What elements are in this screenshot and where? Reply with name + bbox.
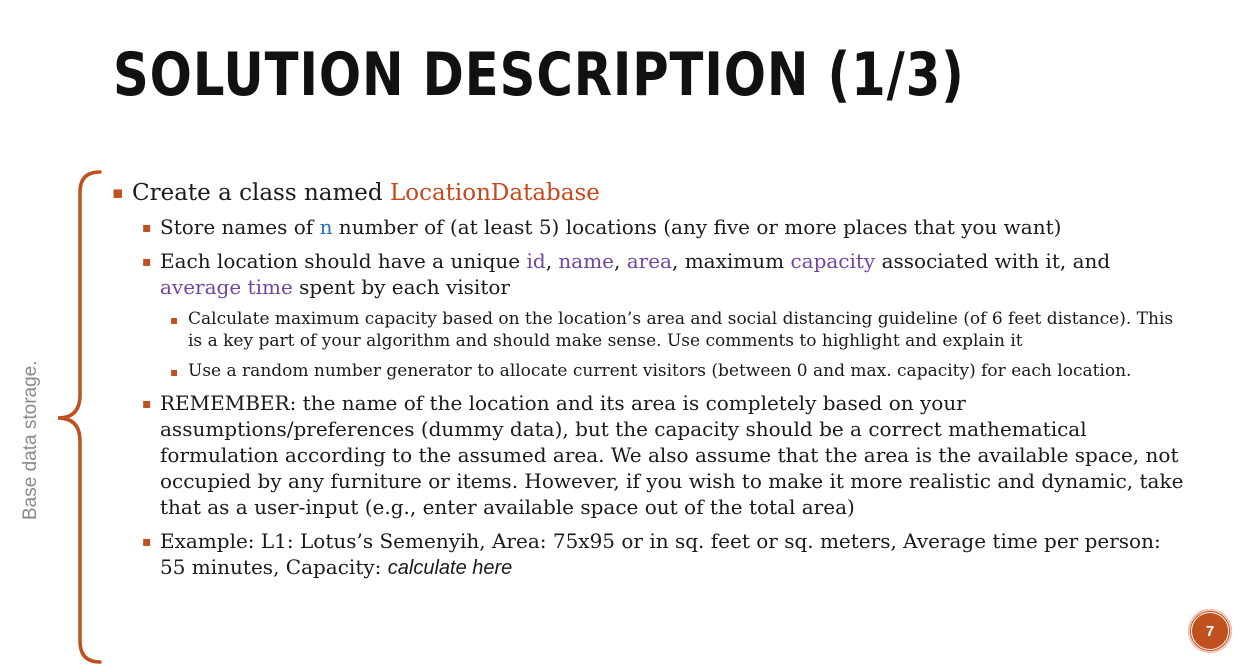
attr-id: id — [526, 249, 546, 273]
bullet-random-generator — [170, 360, 1192, 382]
bullet-calculate-capacity — [170, 308, 1192, 352]
bullet-text: Example: L1: Lotus’s Semenyih, Area: 75x95 or in sq. feet or sq. meters, Average time per person: 55 minutes, Capacity: — [160, 529, 1161, 579]
bullet-marker: ▪ — [142, 254, 152, 270]
bullet-marker: ▪ — [170, 365, 179, 379]
bullet-text: Use a random number generator to allocate current visitors (between 0 and max. capacity) for each location. — [188, 361, 1132, 381]
bullet-marker: ▪ — [142, 220, 152, 236]
bullet-text: , maximum — [671, 249, 791, 273]
bullet-store-names — [142, 214, 1192, 240]
slide-title: SOLUTION DESCRIPTION (1/3) — [113, 40, 965, 110]
page-number: 7 — [1191, 612, 1229, 650]
bullet-text: Store names of — [160, 215, 320, 239]
bullet-marker: ▪ — [142, 396, 152, 412]
bullet-marker: ▪ — [170, 313, 179, 327]
bullet-example — [142, 528, 1192, 581]
attr-area: area — [626, 249, 672, 273]
attr-average-time: average time — [160, 275, 293, 299]
curly-brace-icon — [50, 170, 110, 665]
bullet-text: number of (at least 5) locations (any five or more places that you want) — [332, 215, 1062, 239]
class-name: LocationDatabase — [389, 180, 600, 206]
bullet-text: associated with it, and — [875, 249, 1111, 273]
bullet-remember — [142, 390, 1192, 520]
attr-capacity: capacity — [790, 249, 876, 273]
calculate-here-text: calculate here — [387, 557, 513, 579]
bullet-text: , — [614, 249, 627, 273]
bullet-text: Create a class named — [132, 180, 390, 206]
bullet-text: Each location should have a unique — [160, 249, 527, 273]
bullet-marker: ▪ — [112, 183, 124, 203]
attr-name: name — [558, 249, 615, 273]
page-number-badge — [1188, 609, 1232, 653]
bullet-text: Calculate maximum capacity based on the location’s area and social distancing guideline (of 6 feet distance). This is a key part of your algorithm and should make sense. Use comments to highlight and explain it — [188, 309, 1174, 351]
bullet-text: spent by each visitor — [292, 275, 510, 299]
var-n: n — [319, 215, 333, 239]
bullet-text: , — [545, 249, 559, 273]
bullet-location-attributes — [142, 248, 1192, 300]
bullet-text: REMEMBER: the name of the location and its area is completely based on your assumptions/preferences (dummy data), but the capacity should be a correct mathematical formulation according to the assumed area. We also assume that the area is the available space, not occupied by any furniture or items. However, if you wish to make it more realistic and dynamic, take that as a user-input (e.g., enter available space out of the total area) — [160, 391, 1184, 519]
bullet-create-class — [112, 178, 1192, 208]
bullet-marker: ▪ — [142, 534, 152, 550]
side-label: Base data storage. — [20, 360, 41, 520]
slide-content — [112, 178, 1192, 589]
